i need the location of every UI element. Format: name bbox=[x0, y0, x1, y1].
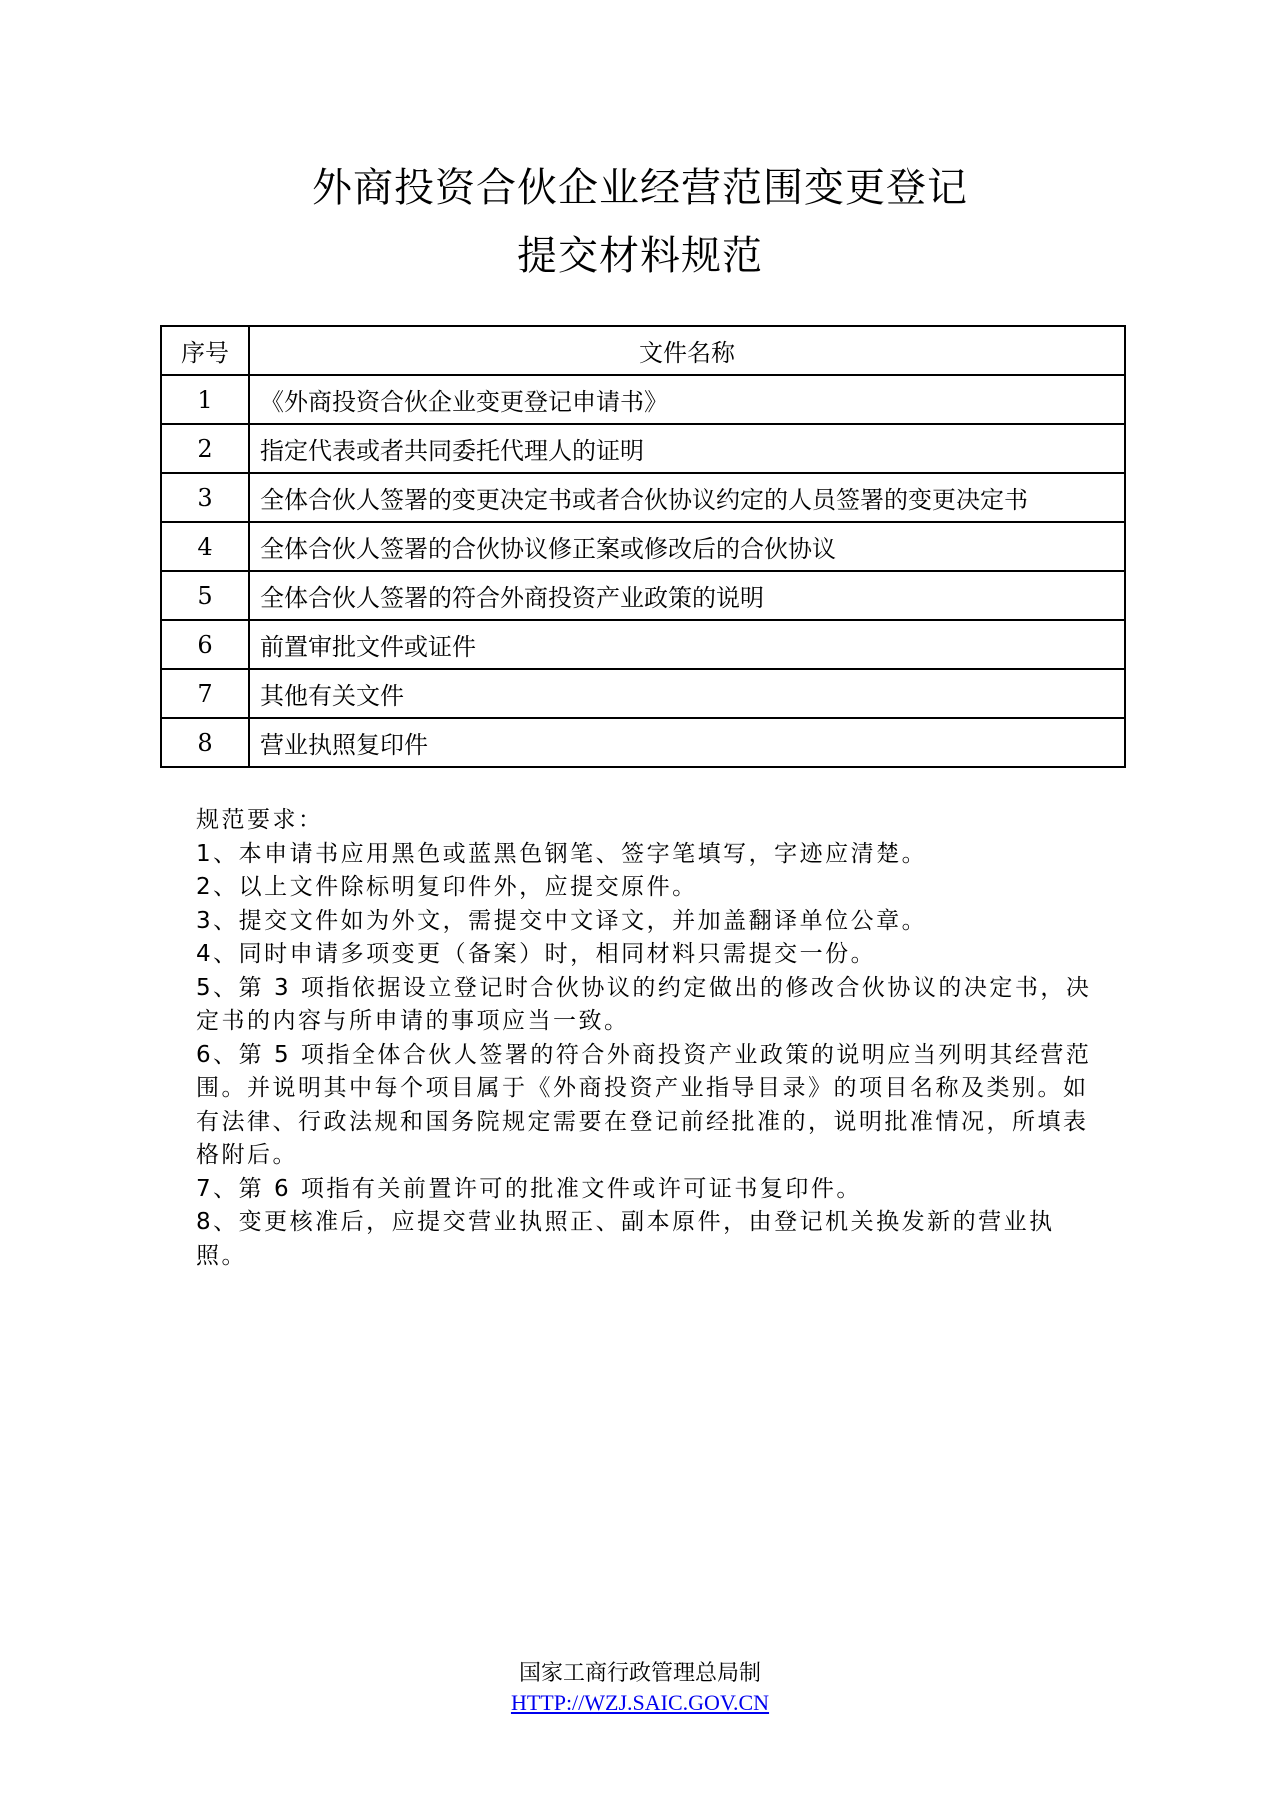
footer-url-link[interactable]: HTTP://WZJ.SAIC.GOV.CN bbox=[510, 1690, 770, 1715]
note-item: 8、变更核准后，应提交营业执照正、副本原件，由登记机关换发新的营业执照。 bbox=[196, 1209, 1055, 1269]
note-item: 1、本申请书应用黑色或蓝黑色钢笔、签字笔填写，字迹应清楚。 bbox=[196, 840, 928, 867]
note-item: 3、提交文件如为外文，需提交中文译文，并加盖翻译单位公章。 bbox=[196, 907, 928, 934]
note-item: 2、以上文件除标明复印件外，应提交原件。 bbox=[196, 874, 698, 900]
materials-table bbox=[160, 325, 1126, 768]
row-name: 全体合伙人签署的合伙协议修正案或修改后的合伙协议 bbox=[249, 522, 1125, 571]
row-name: 全体合伙人签署的变更决定书或者合伙协议约定的人员签署的变更决定书 bbox=[249, 473, 1125, 522]
row-no: 7 bbox=[161, 669, 249, 718]
row-name: 前置审批文件或证件 bbox=[249, 620, 1125, 669]
row-no: 6 bbox=[161, 620, 249, 669]
header-name: 文件名称 bbox=[249, 326, 1125, 375]
footer-url-line bbox=[0, 1692, 1280, 1714]
row-name: 营业执照复印件 bbox=[249, 718, 1125, 767]
title-line-1: 外商投资合伙企业经营范围变更登记 bbox=[312, 165, 968, 211]
table-row bbox=[161, 571, 1125, 620]
header-no: 序号 bbox=[161, 326, 249, 375]
note-item: 6、第 5 项指全体合伙人签署的符合外商投资产业政策的说明应当列明其经营范围。并说明其中每个项目属于《外商投资产业指导目录》的项目名称及类别。如有法律、行政法规和国务院规定需要在登记前经批准的，说明批准情况，所填表格附后。 bbox=[196, 1041, 1092, 1168]
row-no: 2 bbox=[161, 424, 249, 473]
row-no: 1 bbox=[161, 375, 249, 424]
table-row bbox=[161, 620, 1125, 669]
table-row bbox=[161, 669, 1125, 718]
footer-organization: 国家工商行政管理总局制 bbox=[518, 1660, 761, 1685]
row-no: 8 bbox=[161, 718, 249, 767]
notes-heading: 规范要求： bbox=[196, 807, 324, 833]
requirements-notes bbox=[196, 804, 1096, 1273]
note-item: 7、第 6 项指有关前置许可的批准文件或许可证书复印件。 bbox=[196, 1175, 862, 1202]
table-row bbox=[161, 718, 1125, 767]
row-no: 5 bbox=[161, 571, 249, 620]
row-name: 指定代表或者共同委托代理人的证明 bbox=[249, 424, 1125, 473]
row-no: 4 bbox=[161, 522, 249, 571]
table-row bbox=[161, 424, 1125, 473]
row-no: 3 bbox=[161, 473, 249, 522]
row-name: 《外商投资合伙企业变更登记申请书》 bbox=[249, 375, 1125, 424]
row-name: 全体合伙人签署的符合外商投资产业政策的说明 bbox=[249, 571, 1125, 620]
note-item: 5、第 3 项指依据设立登记时合伙协议的约定做出的修改合伙协议的决定书，决定书的内容与所申请的事项应当一致。 bbox=[196, 974, 1092, 1034]
table-row bbox=[161, 375, 1125, 424]
note-item: 4、同时申请多项变更（备案）时，相同材料只需提交一份。 bbox=[196, 941, 877, 967]
table-row bbox=[161, 522, 1125, 571]
row-name: 其他有关文件 bbox=[249, 669, 1125, 718]
table-row bbox=[161, 473, 1125, 522]
title-line-2: 提交材料规范 bbox=[517, 233, 763, 279]
table-header-row bbox=[161, 326, 1125, 375]
